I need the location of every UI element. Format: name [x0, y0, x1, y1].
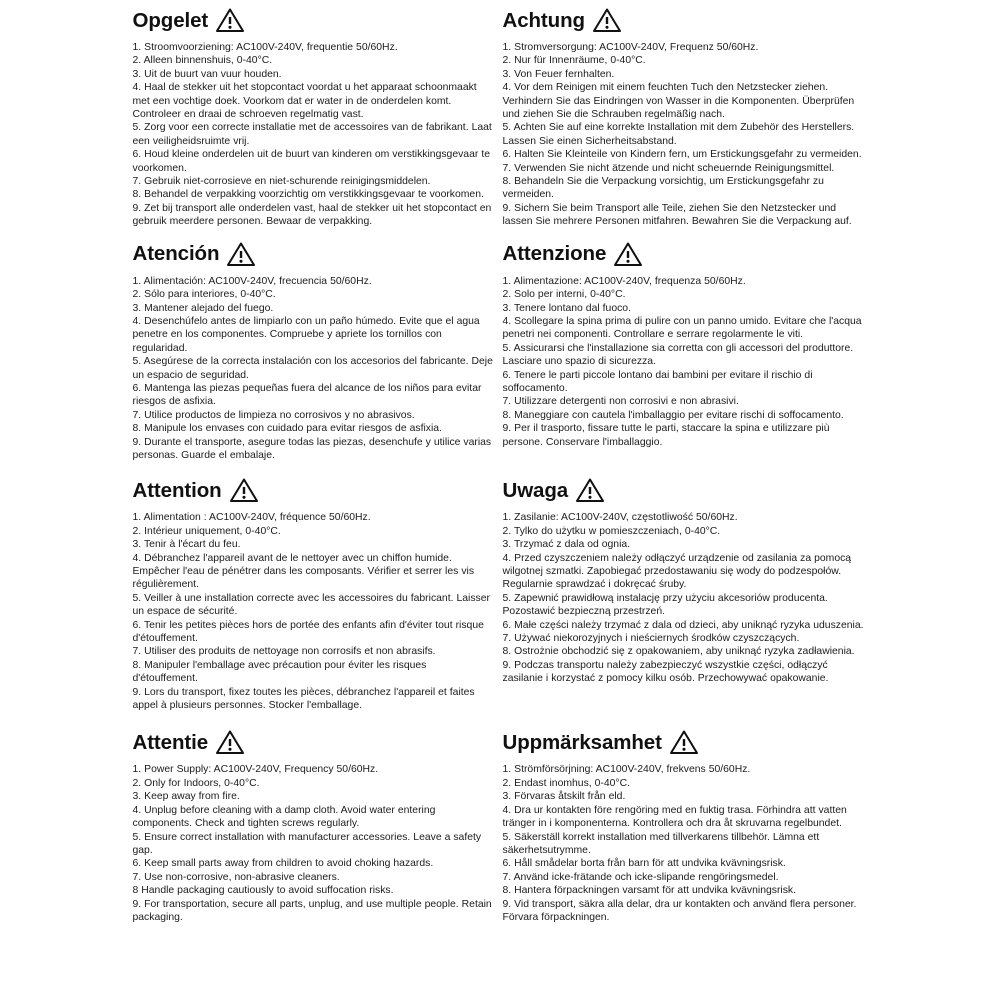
warning-item: 8. Ostrożnie obchodzić się z opakowaniem, aby uniknąć ryzyka zadławienia. — [502, 646, 855, 658]
warning-header — [503, 6, 864, 36]
warning-item: 9. Durante el transporte, asegure todas las piezas, desenchufe y utilice varias personas. Guarde el embalaje. — [132, 436, 492, 461]
warning-item: 9. Lors du transport, fixez toutes les pièces, débranchez l'appareil et faites appel à plusieurs personnes. Stocker l'emballage. — [132, 686, 475, 712]
warning-section-pl-uwaga — [503, 462, 868, 712]
warning-item: 5. Veiller à une installation correcte avec les accessoires du fabricant. Laisser un espace de sécurité. — [132, 592, 490, 618]
warning-triangle-icon — [215, 729, 245, 755]
warning-item: 4. Débranchez l'appareil avant de le nettoyer avec un chiffon humide. Empêcher l'eau de pénétrer dans les composants. Vérifier et serrer les vis régulièrement. — [132, 552, 475, 591]
warning-item-list — [503, 763, 864, 924]
warning-item: 6. Keep small parts away from children to avoid choking hazards. — [132, 858, 434, 870]
warning-item: 7. Utilice productos de limpieza no corrosivos y no abrasivos. — [132, 409, 415, 421]
warning-title: Opgelet — [132, 8, 209, 32]
warning-item-list — [133, 41, 494, 229]
warning-item: 3. Tenere lontano dal fuoco. — [502, 302, 631, 314]
warning-item: 1. Stromversorgung: AC100V-240V, Frequenz 50/60Hz. — [502, 42, 759, 53]
warning-item: 2. Endast inomhus, 0-40°C. — [502, 777, 630, 789]
warning-item: 8. Manipuler l'emballage avec précaution pour éviter les risques d'étouffement. — [132, 659, 427, 685]
warning-section-fr-attention — [133, 462, 498, 712]
warning-item: 8. Manipule los envases con cuidado para evitar riesgos de asfixia. — [132, 423, 442, 435]
warning-header — [133, 240, 494, 270]
warning-item: 7. Utiliser des produits de nettoyage non corrosifs et non abrasifs. — [132, 646, 436, 658]
warning-item: 3. Von Feuer fernhalten. — [502, 68, 615, 80]
warning-title: Uppmärksamhet — [502, 731, 662, 755]
warning-item: 3. Mantener alejado del fuego. — [132, 302, 274, 314]
warning-item-list — [503, 275, 864, 449]
warning-header — [503, 240, 864, 270]
warning-item: 3. Uit de buurt van vuur houden. — [132, 68, 282, 80]
warning-header — [133, 728, 494, 758]
warning-item: 9. Per il trasporto, fissare tutte le parti, staccare la spina e utilizzare più persone. Conservare l'imballaggio. — [502, 423, 830, 448]
warning-section-es-atencion — [133, 229, 498, 463]
warning-item: 4. Scollegare la spina prima di pulire con un panno umido. Evitare che l'acqua penetri nei componenti. Controllare e serrare regolarmente le viti. — [502, 315, 862, 341]
warning-item: 7. Använd icke-frätande och icke-slipande rengöringsmedel. — [502, 871, 779, 883]
warning-item-list — [503, 41, 864, 229]
warning-section-it-attenzione — [503, 229, 868, 463]
warning-title: Attentie — [132, 731, 209, 755]
warning-item: 4. Przed czyszczeniem należy odłączyć urządzenie od zasilania za pomocą wilgotnej szmatki. Zapobiegać przedostawaniu się wody do podzespołów. Regularnie sprawdzać i dokręcać śruby. — [502, 552, 852, 591]
warning-triangle-icon — [669, 729, 699, 755]
warning-title: Atención — [132, 242, 220, 266]
warning-item: 5. Achten Sie auf eine korrekte Installation mit dem Zubehör des Herstellers. Lassen Sie einen Sicherheitsabstand. — [502, 122, 855, 147]
warning-item: 6. Tenir les petites pièces hors de portée des enfants afin d'éviter tout risque d'étouffement. — [132, 619, 484, 645]
warning-item: 8 Handle packaging cautiously to avoid suffocation risks. — [132, 885, 394, 897]
warning-item: 2. Solo per interni, 0-40°C. — [502, 289, 626, 301]
warning-item-list — [503, 511, 864, 685]
warning-item: 2. Tylko do użytku w pomieszczeniach, 0-40°C. — [502, 525, 721, 537]
warning-item: 6. Małe części należy trzymać z dala od dzieci, aby uniknąć ryzyka uduszenia. — [502, 619, 864, 631]
warning-header — [133, 6, 494, 36]
warning-item: 4. Desenchúfelo antes de limpiarlo con un paño húmedo. Evite que el agua penetre en los componentes. Compruebe y apriete los tornillos con regularidad. — [132, 315, 480, 354]
warning-item: 6. Håll smådelar borta från barn för att undvika kvävningsrisk. — [502, 858, 786, 870]
warning-item: 7. Utilizzare detergenti non corrosivi e non abrasivi. — [502, 396, 739, 408]
warning-item: 5. Säkerställ korrekt installation med tillverkarens tillbehör. Lämna ett säkerhetsutrymme. — [502, 831, 820, 856]
warning-triangle-icon — [215, 7, 245, 33]
warning-section-nl-attentie — [133, 712, 498, 924]
warning-item: 6. Tenere le parti piccole lontano dai bambini per evitare il rischio di soffocamento. — [502, 369, 813, 394]
warning-item: 7. Use non-corrosive, non-abrasive cleaners. — [132, 871, 340, 883]
warning-item: 8. Behandel de verpakking voorzichtig om verstikkingsgevaar te voorkomen. — [132, 189, 484, 201]
warning-item: 2. Nur für Innenräume, 0-40°C. — [502, 55, 646, 67]
warning-section-nl-opgelet — [133, 6, 498, 229]
warning-title: Uwaga — [502, 479, 569, 503]
warning-header — [503, 476, 864, 506]
warning-item: 1. Strömförsörjning: AC100V-240V, frekvens 50/60Hz. — [502, 764, 751, 776]
warning-item: 5. Zapewnić prawidłową instalację przy użyciu akcesoriów producenta. Pozostawić bezpieczną przestrzeń. — [502, 592, 828, 618]
warning-header — [133, 476, 494, 506]
warning-item: 4. Haal de stekker uit het stopcontact voordat u het apparaat schoonmaakt met een vochtige doek. Voorkom dat er water in de onderdelen komt. Controleer en draai de schroeven regelmatig vast. — [132, 82, 477, 121]
warning-triangle-icon — [613, 241, 643, 267]
warning-item: 8. Hantera förpackningen varsamt för att undvika kvävningsrisk. — [502, 885, 797, 897]
warning-item: 6. Halten Sie Kleinteile von Kindern fern, um Erstickungsgefahr zu vermeiden. — [502, 149, 862, 161]
warning-item: 2. Alleen binnenshuis, 0-40°C. — [132, 55, 273, 67]
warning-title: Achtung — [502, 8, 585, 32]
warning-item: 3. Keep away from fire. — [132, 791, 240, 803]
warning-triangle-icon — [575, 477, 605, 503]
warning-triangle-icon — [226, 241, 256, 267]
warning-title: Attention — [132, 479, 222, 503]
warning-item: 6. Mantenga las piezas pequeñas fuera del alcance de los niños para evitar riesgos de asfixia. — [132, 382, 482, 408]
warning-item: 6. Houd kleine onderdelen uit de buurt van kinderen om verstikkingsgevaar te voorkomen. — [132, 149, 490, 174]
warning-item: 4. Vor dem Reinigen mit einem feuchten Tuch den Netzstecker ziehen. Verhindern Sie das Eindringen von Wasser in die Komponenten. Überprüfen und ziehen Sie die Schrauben regelmäßig nach. — [502, 82, 855, 121]
warning-item: 3. Trzymać z dala od ognia. — [502, 539, 631, 551]
warning-item: 4. Dra ur kontakten före rengöring med en fuktig trasa. Förhindra att vatten tränger in i komponenterna. Kontrollera och dra åt skruvarna regelbundet. — [502, 804, 847, 830]
warning-item: 4. Unplug before cleaning with a damp cloth. Avoid water entering components. Check and tighten screws regularly. — [132, 804, 436, 830]
warning-item: 1. Alimentación: AC100V-240V, frecuencia 50/60Hz. — [132, 275, 372, 287]
warning-item: 2. Sólo para interiores, 0-40°C. — [132, 289, 276, 301]
warning-item: 9. Sichern Sie beim Transport alle Teile, ziehen Sie den Netzstecker und lassen Sie mehrere Personen mitfahren. Bewahren Sie die Verpackung auf. — [502, 202, 852, 228]
warning-item-list — [133, 511, 494, 712]
warning-item: 3. Tenir à l'écart du feu. — [132, 539, 241, 551]
warning-item: 5. Ensure correct installation with manufacturer accessories. Leave a safety gap. — [132, 831, 482, 856]
warning-item: 1. Zasilanie: AC100V-240V, częstotliwość 50/60Hz. — [502, 512, 738, 524]
warning-item: 2. Only for Indoors, 0-40°C. — [132, 777, 260, 789]
warning-item: 1. Stroomvoorziening: AC100V-240V, frequentie 50/60Hz. — [132, 42, 398, 53]
warning-item: 1. Alimentation : AC100V-240V, fréquence 50/60Hz. — [132, 512, 371, 524]
warning-item: 9. Podczas transportu należy zabezpieczyć wszystkie części, odłączyć zasilanie i korzystać z pomocy kilku osób. Przechowywać opakowanie. — [502, 659, 829, 685]
warning-item: 1. Power Supply: AC100V-240V, Frequency 50/60Hz. — [132, 764, 379, 776]
warning-item: 5. Asegúrese de la correcta instalación con los accesorios del fabricante. Deje un espacio de seguridad. — [132, 356, 493, 381]
warning-item: 9. Vid transport, säkra alla delar, dra ur kontakten och använd flera personer. Förvara förpackningen. — [502, 898, 857, 923]
warning-item: 5. Assicurarsi che l'installazione sia corretta con gli accessori del produttore. Lasciare uno spazio di sicurezza. — [502, 342, 854, 368]
warning-item: 7. Verwenden Sie nicht ätzende und nicht scheuernde Reinigungsmittel. — [502, 162, 835, 174]
warning-item: 8. Maneggiare con cautela l'imballaggio per evitare rischi di soffocamento. — [502, 409, 844, 421]
warning-header — [503, 728, 864, 758]
warning-item: 3. Förvaras åtskilt från eld. — [502, 791, 626, 803]
warning-title: Attenzione — [502, 242, 607, 266]
warning-triangle-icon — [592, 7, 622, 33]
warning-item: 9. For transportation, secure all parts, unplug, and use multiple people. Retain packaging. — [132, 898, 492, 923]
warning-item-list — [133, 275, 494, 463]
warning-item-list — [133, 763, 494, 924]
warning-item: 7. Gebruik niet-corrosieve en niet-schurende reinigingsmiddelen. — [132, 176, 431, 188]
warning-section-sv-uppmarksamhet — [503, 712, 868, 924]
warning-item: 9. Zet bij transport alle onderdelen vast, haal de stekker uit het stopcontact en gebruik meerdere personen. Bewaar de verpakking. — [132, 202, 492, 228]
warning-item: 5. Zorg voor een correcte installatie met de accessoires van de fabrikant. Laat een veiligheidsruimte vrij. — [132, 122, 492, 147]
warning-item: 7. Używać niekorozyjnych i nieściernych środków czyszczących. — [502, 633, 800, 645]
warning-section-de-achtung — [503, 6, 868, 229]
warning-item: 8. Behandeln Sie die Verpackung vorsichtig, um Erstickungsgefahr zu vermeiden. — [502, 176, 824, 201]
warning-item: 2. Intérieur uniquement, 0-40°C. — [132, 525, 281, 537]
warning-triangle-icon — [229, 477, 259, 503]
warning-item: 1. Alimentazione: AC100V-240V, frequenza 50/60Hz. — [502, 275, 746, 287]
